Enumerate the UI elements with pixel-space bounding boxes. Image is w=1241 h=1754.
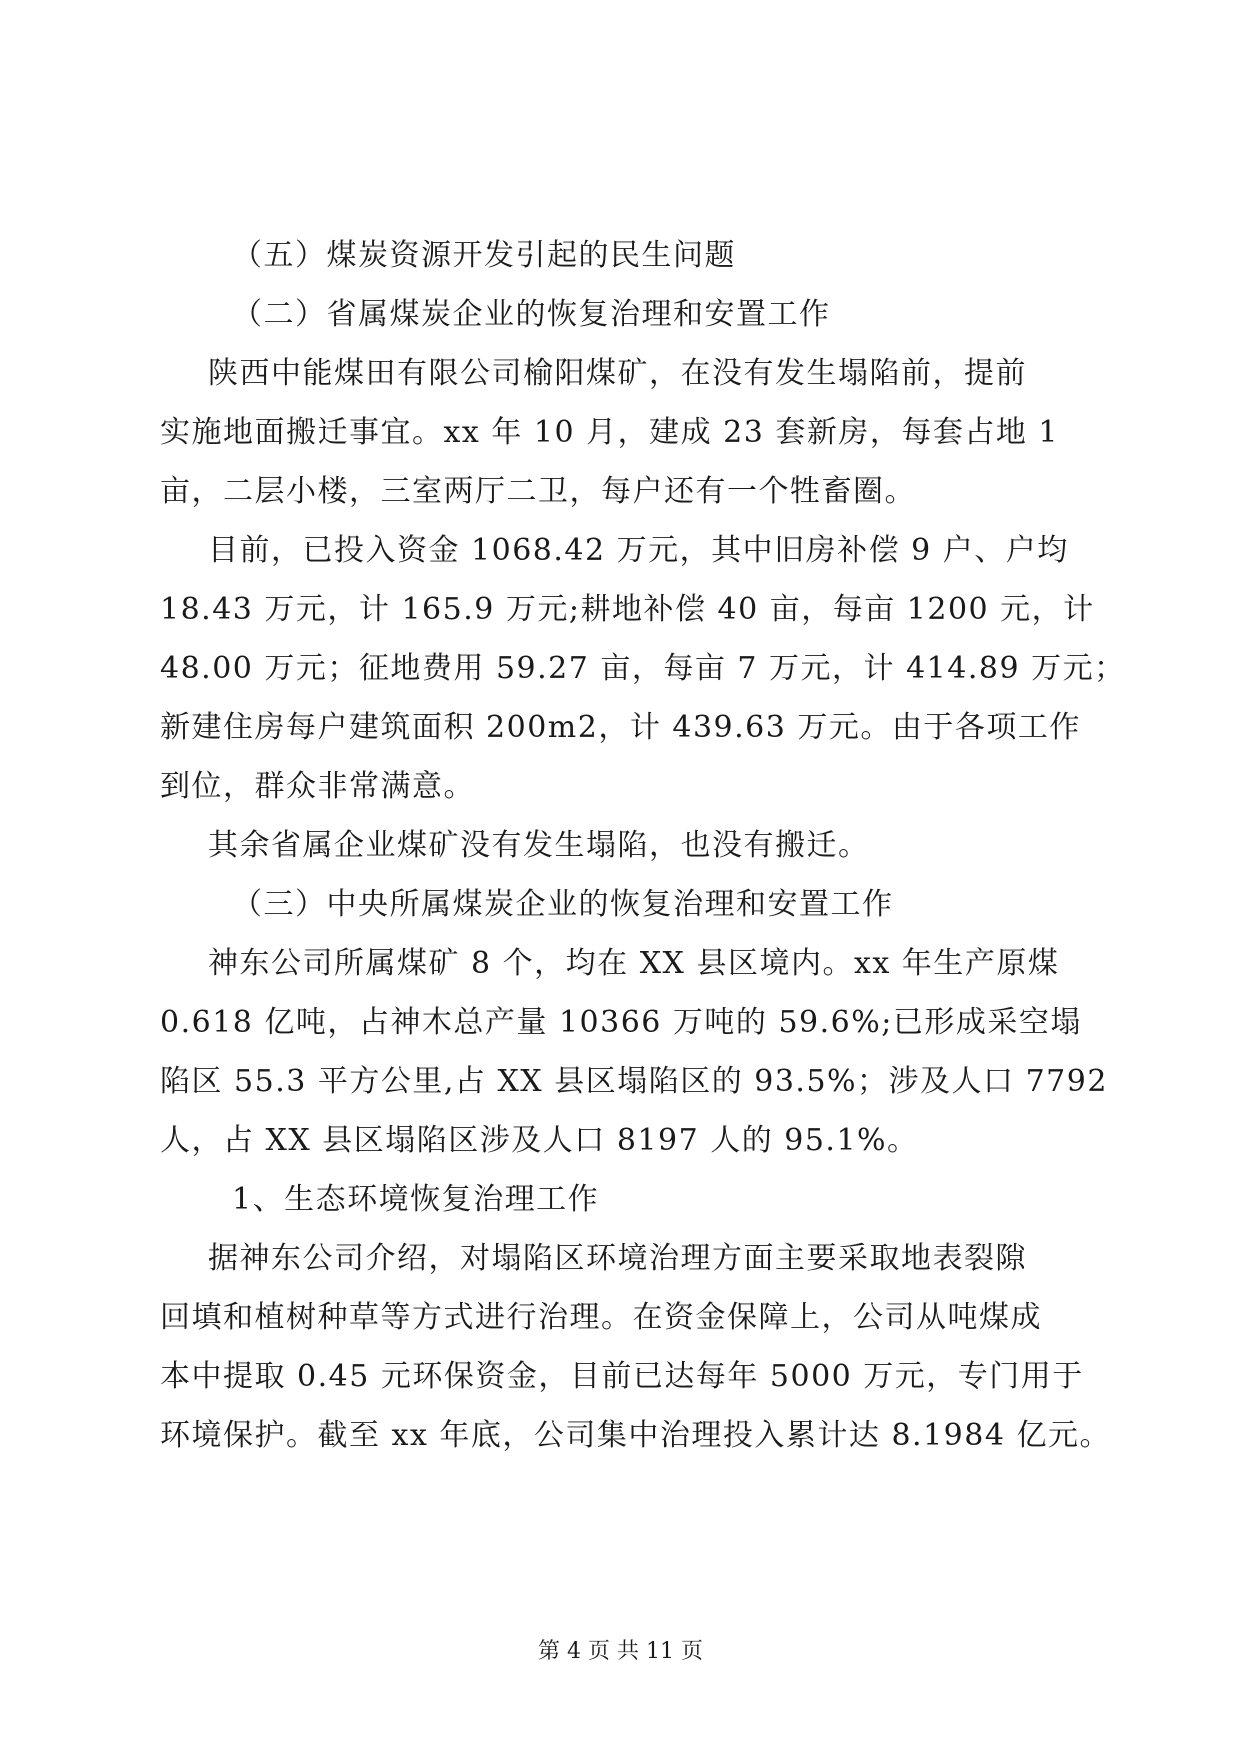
paragraph-line: 回填和植树种草等方式进行治理。在资金保障上，公司从吨煤成 (160, 1300, 1042, 1335)
paragraph-line: 亩，二层小楼，三室两厅二卫，每户还有一个牲畜圈。 (160, 474, 916, 509)
paragraph-line: 其余省属企业煤矿没有发生塌陷，也没有搬迁。 (208, 828, 870, 863)
subsection-heading-1: 1、生态环境恢复治理工作 (232, 1182, 600, 1217)
section-heading-2: （二）省属煤炭企业的恢复治理和安置工作 (232, 297, 831, 332)
section-heading-5: （五）煤炭资源开发引起的民生问题 (232, 238, 736, 273)
paragraph-line: 18.43 万元，计 165.9 万元;耕地补偿 40 亩，每亩 1200 元，计 (160, 592, 1095, 627)
paragraph-line: 环境保护。截至 xx 年底，公司集中治理投入累计达 8.1984 亿元。 (160, 1418, 1111, 1453)
paragraph-line: 据神东公司介绍，对塌陷区环境治理方面主要采取地表裂隙 (208, 1241, 1027, 1276)
paragraph-line: 48.00 万元；征地费用 59.27 亩，每亩 7 万元，计 414.89 万元； (160, 651, 1126, 686)
document-body (160, 226, 1126, 1465)
paragraph-line: 新建住房每户建筑面积 200m2，计 439.63 万元。由于各项工作 (160, 710, 1081, 745)
paragraph-line: 实施地面搬迁事宜。xx 年 10 月，建成 23 套新房，每套占地 1 (160, 415, 1059, 450)
paragraph-line: 到位，群众非常满意。 (160, 769, 475, 804)
paragraph-line: 陷区 55.3 平方公里,占 XX 县区塌陷区的 93.5%；涉及人口 7792 (160, 1064, 1108, 1099)
paragraph-line: 神东公司所属煤矿 8 个，均在 XX 县区境内。xx 年生产原煤 (208, 946, 1060, 981)
paragraph-line: 0.618 亿吨，占神木总产量 10366 万吨的 59.6%;已形成采空塌 (160, 1005, 1082, 1040)
paragraph-line: 本中提取 0.45 元环保资金，目前已达每年 5000 万元，专门用于 (160, 1359, 1084, 1394)
paragraph-line: 目前，已投入资金 1068.42 万元，其中旧房补偿 9 户、户均 (208, 533, 1069, 568)
paragraph-line: 陕西中能煤田有限公司榆阳煤矿，在没有发生塌陷前，提前 (208, 356, 1027, 391)
page-number-footer: 第 4 页 共 11 页 (538, 1639, 703, 1664)
paragraph-line: 人，占 XX 县区塌陷区涉及人口 8197 人的 95.1%。 (160, 1123, 919, 1158)
section-heading-3: （三）中央所属煤炭企业的恢复治理和安置工作 (232, 887, 894, 922)
